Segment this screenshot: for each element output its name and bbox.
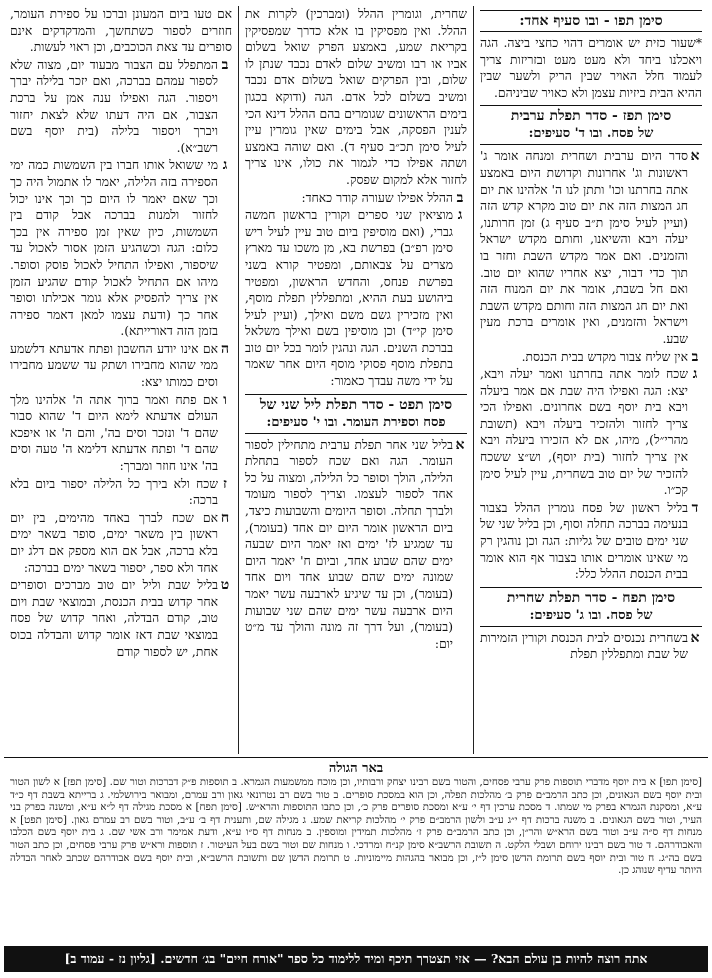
paragraph-letter: ו (223, 391, 227, 408)
paragraph-text: בליל שני אחר תפלת ערבית מתחילין לספור העומר. הגה ואם שכח לספור בתחלת הלילה, הולך וסופר כל הלילה, ומצוה על כל אחד לספור לעצמו. וצריך לספור מעומד ולברך תחלה. וסופר היומים והשבועות כיצד, ביום הראשון אומר היום יום אחד (בעומר), עד שמגיע לז' ימים ואז יאמר היום שבעה ימים שהם שבוע אחד, וביום ח' יאמר היום שמונה ימים שהם שבוע אחד ויום אחד (בעומר), וכן עד שיגיע לארבעה עשר יאמר היום ארבעה עשר ימים שהם שני שבועות (בעומר), ועל דרך זה מונה והולך עד מ״ט יום: (245, 437, 453, 651)
paragraph-letter: ח (220, 509, 230, 526)
paragraph (10, 476, 232, 509)
paragraph (245, 437, 467, 653)
paragraph-letter: ה (220, 340, 230, 357)
paragraph-letter: ג (692, 366, 698, 383)
paragraph-text: *שעור כזית יש אומרים דהוי כחצי ביצה. הגה ויאכלנו ביחד ולא מעט מעט ובזריזות צריך לעמוד חלל האויר שבין הריק ולשער שבין ההיא הבית ביזיות עצמן ולא כאויר שביניהם. (480, 36, 702, 100)
paragraph (10, 157, 232, 340)
text-column (4, 6, 239, 754)
paragraph (10, 577, 232, 660)
paragraph (480, 35, 702, 101)
paragraph-letter: ג (457, 207, 463, 224)
paragraph (245, 190, 467, 207)
main-text-columns (4, 6, 708, 754)
paragraph-text: אין שליח צבור מקדש בבית הכנסת. (521, 349, 688, 364)
section-heading (480, 105, 702, 145)
paragraph-text: בליל שבת וליל יום טוב מברכים וסופרים אחר קדוש בבית הכנסת, ובמוצאי שבת ויום טוב, קודם הבדלה, ואחר קדוש של פסח במוצאי שבת דאז אומר קדוש והבדלה בכוס אחת, יש לספור קודם (10, 578, 218, 659)
footer-banner: אתה רוצה להיות בן עולם הבא? — אזי תצטרך תיכף ומיד ללימוד כל ספר "אורח חיים" בג׳ חדשים. [גליון נז - עמוד ב] (4, 946, 708, 972)
paragraph (245, 207, 467, 390)
paragraph-text: אם אינו יודע החשבון ופתח אדעתא דלשמע ממי שהוא מחבירו ושתק עד ששמע מחבירו וסים כמותו יצא: (10, 341, 218, 390)
paragraph (10, 57, 232, 157)
section-heading-subtitle: פסח וספירת העומר. ובו י' סעיפים: (266, 414, 446, 430)
section-heading-subtitle: של פסח. ובו ג' סעיפים: (529, 607, 653, 623)
section-heading-title: סימן תפח - סדר תפלת שחרית (506, 589, 676, 606)
paragraph-text: שכח לומר אתה בחרתנו ואמר יעלה ויבא, יצא: הגה ואפילו היה שבת אם אמר ביעלה ויבא בית יוסף בשם אחרונים. ואפילו הכי צריך לחזור ולהזכיר ביעלה ויבא (תשובת מהרי״ל), מיהו, אם לא הזכירו ביעלה ויבא אין צריך לחזור (בית יוסף), וש״צ ששכח להזכיר של יום טוב בשחרית, עיין לעיל סימן קכ״ו. (480, 367, 688, 498)
paragraph-letter: א (690, 629, 700, 646)
paragraph-letter: א (690, 148, 700, 165)
paragraph (480, 148, 702, 347)
paragraph (480, 349, 702, 366)
section-heading (480, 10, 702, 32)
section-heading (480, 587, 702, 627)
section-heading-title: סימן תפו - ובו סעיף אחד: (519, 13, 663, 29)
paragraph-text: אם טעו ביום המעונן וברכו על ספירת העומר, חוזרים לספור כשתחשך, והמדקדקים אינם סופרים עד צאת הכוכבים, וכן ראוי לעשות. (10, 7, 232, 55)
paragraph-text: סדר היום ערבית ושחרית ומנחה אומר ג' ראשונות וג' אחרונות וקדושת היום באמצע אתה בחרתנו וכו' ותתן לנו ה' אלהינו את יום חג המצות הזה את יום טוב מקרא קדש הזה (ועיין לעיל סימן ת״ב סעיף ג) זמן חרותנו, יעלה ויבא והשיאנו, וחותם מקדש ישראל והזמנים. ואם אמר מקדש השבת וחזר בו תוך כדי דבור, יצא אחריו שהוא יום טוב. ואם חל בשבת, אומר את יום המנוח הזה ואת יום חג המצות הזה וחותם מקדש השבת וישראל והזמנים, ואין אומרים ברכת מעין שבע. (480, 149, 688, 346)
paragraph-text: אם פתח ואמר ברוך אתה ה' אלהינו מלך העולם אדעתא לימא היום ד' שהוא סבור שהם ד' ונזכר וסים בה', והם ה' או איפכא שהם ד' ופתח אדעתא דלימא ה' טעה וסים בה' אינו חוזר ומברך: (10, 392, 218, 474)
paragraph-text: בליל ראשון של פסח גומרין ההלל בצבור בנעימה בברכה תחלה וסוף, וכן בליל שני של שני ימים טובים של גליות: הגה וכן נוהגין רק מי שאינו אומרים אותו בצבור אף הוא אומר בבית הכנסת ההלל כלל: (480, 500, 688, 582)
paragraph-text: מי ששואל אותו חברו בין השמשות כמה ימי הספירה בזה הלילה, יאמר לו אתמול היה כך וכך שאם יאמר לו היום כך וכך אינו יכול לחזור ולמנות בברכה אבל קודם בין השמשות, כיון שאין זמן ספירה אין בכך כלום: הגה וכשהגיע הזמן אסור לאכול עד שיספור, ואפילו התחיל לאכול פוסק וסופר. מיהו אם התחיל לאכול קודם שהגיע הזמן אין צריך להפסיק אלא גומר אכילתו וסופר אחר כך (ודעת עצמו למאן דאמר ספירה בזמן הזה דאורייתא). (10, 158, 218, 339)
paragraph-text: בשחרית נכנסים לבית הכנסת וקורין הזמירות של שבת ומתפללין תפלת (480, 630, 688, 662)
section-heading-title: סימן תפט - סדר תפלת ליל שני של (259, 396, 453, 413)
paragraph (480, 500, 702, 583)
section-heading-title: סימן תפז - סדר תפלת ערבית (510, 108, 672, 125)
paragraph (480, 630, 702, 663)
paragraph (10, 510, 232, 576)
text-column (239, 6, 474, 754)
paragraph (10, 392, 232, 475)
paragraph (480, 366, 702, 499)
paragraph-text: ההלל אפילו שעורה קודר כאחד: (301, 190, 453, 205)
paragraph-letter: ג (222, 157, 228, 174)
text-column (474, 6, 708, 754)
commentary-title: באר הגולה (4, 757, 708, 776)
paragraph (10, 341, 232, 391)
paragraph-letter: ב (691, 348, 699, 365)
paragraph (245, 6, 467, 189)
paragraph-letter: ז (223, 475, 227, 492)
paragraph-letter: ד (691, 499, 699, 516)
paragraph-letter: ב (456, 189, 464, 206)
paragraph-letter: ט (220, 577, 230, 594)
paragraph-letter: א (455, 436, 465, 453)
section-heading-subtitle: של פסח. ובו ד' סעיפים: (528, 126, 654, 142)
paragraph-text: שחרית, וגומרין ההלל (ומברכין) לקרות את ההלל. ואין מפסיקין בו אלא כדרך שמפסיקין בקריאת שמע, באמצע הפרק שואל בשלום אביו או רבו ומשיב שלום לאדם נכבד שנתן לו שלום, ובין הפרקים שואל בשלום אדם נכבד ומשיב בשלום לכל אדם. הגה (ודוקא בכגון בימים הראשונים שגומרים בהם ההלל דינא הכי לענין הפסקה, אבל בימים שאין גומרין עיין לעיל סימן תכ״ב סעיף ד). ואם שוהה באמצע ושתה אפילו כדי לגמור את כולו, אינו צריך לחזור אלא למקום שפסק. (245, 7, 467, 187)
paragraph-text: המתפלל עם הצבור מבעוד יום, מצוה שלא לספור עמהם בברכה, ואם יזכר בלילה יברך ויספור. הגה ואפילו ענה אמן על ברכת הצבור, אם היה דעתו שלא לצאת יחזור ויברך ויספור בלילה (בית יוסף בשם רשב״א). (10, 57, 218, 155)
paragraph-text: שכח ולא בירך כל הלילה יספור ביום בלא ברכה: (10, 476, 218, 508)
paragraph-text: מוציאין שני ספרים וקורין בראשון חמשה גברי, (ואם מוסיפין ביום טוב עיין לעיל ריש סימן רפ״ב) בפרשת בא, מן משכו עד מארץ מצרים על צבאותם, ומפטיר קורא בשני בפרשת פנחס, והחדש הראשון, ומפטיר ביהושע בעת ההיא, ומתפללין תפלת מוסף, ואין מזכירין גשם משם ואילך, (ועיין לעיל סימן קי״ד) וכן מוסיפין בשם ואילך משלאל בברכת השנים. הגה ונהגין לומר בכל יום טוב בתפלת מוסף פסוקי מוסף היום אחר שאמר על ידי משה עבדך כאמור: (245, 208, 453, 389)
paragraph-letter: ב (221, 56, 229, 73)
section-heading (245, 394, 467, 434)
paragraph-text: אם שכח לברך באחד מהימים, בין יום ראשון בין משאר ימים, סופר בשאר ימים בלא ברכה, אבל אם הוא מספק אם דלג יום אחד ולא ספר, יספור בשאר ימים בברכה: (10, 510, 218, 575)
commentary-text: [סימן תפו] א בית יוסף מדברי תוספות פרק ערבי פסחים, והטור בשם רבינו יצחק ורבותיו, וכן מוכח ממשמעות הגמרא. ב תוספות פ״ק דברכות וטור שם. [סימן תפז] א לשון הטור ובית יוסף בשם הגאונים, וכן כתב הרמב״ם פרק ב׳ מהלכות תפלה, וכן הוא במסכת סופרים. ב טור בשם רב נטרונאי גאון ורב עמרם, ומבואר בירושלמי. ג ברייתא בשבת דף כ״ד ע״א, ומסקנת הגמרא בפרק מי שמתו. ד מסכת ערכין דף י׳ ע״א ומסכת סופרים פרק כ׳, וכן כתבו התוספות והרא״ש. [סימן תפח] א מסכת מגילה דף ל״א ע״א, ומשנה בפרק בני העיר, וטור בשם הגאונים. ב משנה ברכות דף י״ג ע״ב ולשון הרמב״ם פרק י׳ מהלכות קריאת שמע. ג מגילה שם, ותענית דף ב׳ ע״ב, וטור בשם רב עמרם גאון. [סימן תפט] א מנחות דף ס״ה ע״ב וטור בשם הרא״ש והר״ן, וכן כתב הרמב״ם פרק ז׳ מהלכות תמידין ומוספין. ב מנחות דף ס״ו ע״א, ודעת אמימר ורב אשי שם. ג בית יוסף בשם הכלבו והאבודרהם. ד טור בשם רבינו ירוחם ושבלי הלקט. ה תשובת הרשב״א סימן קנ״ח ומרדכי. ו מנחות שם וטור בשם בעל העיטור. ז תוספות ורא״ש פרק ערבי פסחים, וכן כתב הטור בשם בה״ג. ח טור ובית יוסף בשם תרומת הדשן סימן ל״ז, וכן מבואר בהגהות מיימוניות. ט תרומת הדשן שם ותשובת הרשב״א, ובית יוסף בשם אבודרהם שכתב לאחר הבדלה היותר עדיף שנוהג כן. (10, 777, 702, 877)
paragraph (10, 6, 232, 56)
